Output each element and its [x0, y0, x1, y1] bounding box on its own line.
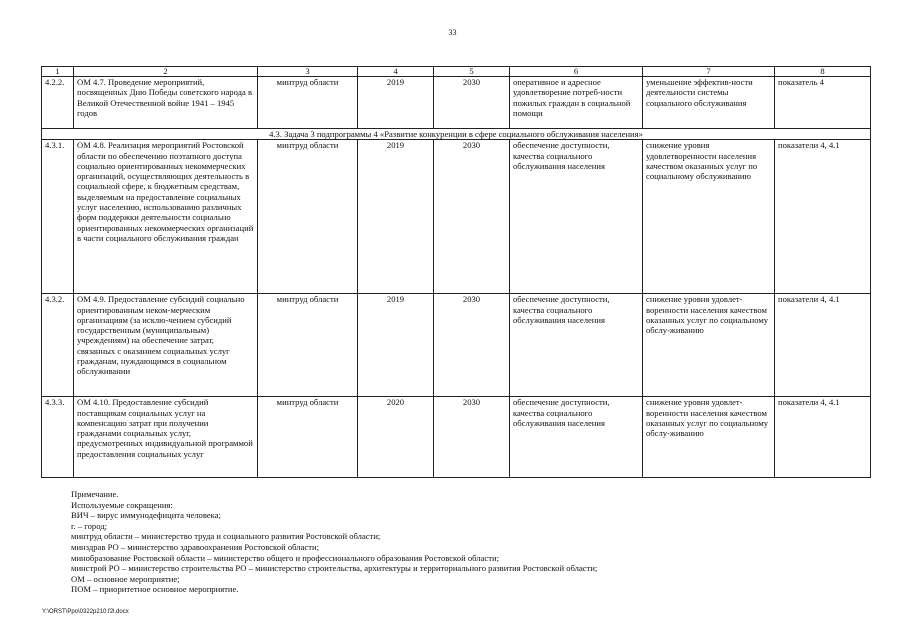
cell-result: обеспечение доступности, качества социального обслуживания населения	[510, 397, 643, 478]
header-cell: 3	[258, 67, 358, 77]
cell-indicator: показатели 4, 4.1	[775, 397, 871, 478]
cell-num: 4.3.2.	[42, 294, 74, 397]
cell-end: 2030	[434, 77, 510, 129]
note-line: Используемые сокращения:	[71, 499, 173, 510]
header-cell: 2	[74, 67, 258, 77]
header-cell: 5	[434, 67, 510, 77]
header-cell: 6	[510, 67, 643, 77]
note-line: минтруд области – министерство труда и социального развития Ростовской области;	[71, 531, 381, 542]
header-cell: 8	[775, 67, 871, 77]
cell-indicator: показатели 4, 4.1	[775, 294, 871, 397]
cell-executor: минтруд области	[258, 397, 358, 478]
cell-end: 2030	[434, 140, 510, 294]
cell-start: 2019	[358, 294, 434, 397]
cell-executor: минтруд области	[258, 140, 358, 294]
cell-start: 2019	[358, 140, 434, 294]
note-line: минздрав РО – министерство здравоохранения Ростовской области;	[71, 541, 319, 552]
header-row	[42, 67, 871, 77]
cell-consequence: снижение уровня удовлет-воренности населения качеством оказанных услуг по социальному обслу-живанию	[643, 294, 775, 397]
cell-result: обеспечение доступности, качества социального обслуживания населения	[510, 140, 643, 294]
cell-executor: минтруд области	[258, 294, 358, 397]
cell-result: оперативное и адресное удовлетворение потреб-ности пожилых граждан в социальной помощи	[510, 77, 643, 129]
note-line: ОМ – основное мероприятие;	[71, 573, 180, 584]
cell-name: ОМ 4.9. Предоставление субсидий социально ориентированным неком-мерческим организациям (за исклю-чением субсидий государственным (муниципальным) учреждениям) на обеспечение затрат, связанных с оказанием социальных услуг гражданам, нуждающимся в социальном обслуживании	[74, 294, 258, 397]
note-line: ПОМ – приоритетное основное мероприятие.	[71, 584, 239, 595]
cell-num: 4.2.2.	[42, 77, 74, 129]
note-line: Примечание.	[71, 489, 119, 499]
cell-start: 2019	[358, 77, 434, 129]
section-title: 4.3. Задача 3 подпрограммы 4 «Развитие конкуренции в сфере социального обслуживания населения»	[42, 129, 871, 140]
cell-num: 4.3.1.	[42, 140, 74, 294]
cell-end: 2030	[434, 397, 510, 478]
cell-result: обеспечение доступности, качества социального обслуживания населения	[510, 294, 643, 397]
table-row	[42, 140, 871, 294]
cell-num: 4.3.3.	[42, 397, 74, 478]
cell-end: 2030	[434, 294, 510, 397]
cell-consequence: снижение уровня удовлет-воренности населения качеством оказанных услуг по социальному обслу-живанию	[643, 397, 775, 478]
header-cell: 1	[42, 67, 74, 77]
note-line: минстрой РО – министерство строительства РО – министерство строительства, архитектуры и территориального развития Ростовской области;	[71, 563, 598, 574]
table-row	[42, 294, 871, 397]
cell-name: ОМ 4.10. Предоставление субсидий поставщикам социальных услуг на компенсацию затрат при получении гражданами социальных услуг, предусмотренных индивидуальной программой предоставления социальных услуг	[74, 397, 258, 478]
file-path-footer: Y:\ORST\Ppo\0322p210.f2l.docx	[42, 609, 129, 615]
section-row	[42, 129, 871, 140]
cell-start: 2020	[358, 397, 434, 478]
table-row	[42, 77, 871, 129]
note-line: минобразование Ростовской области – министерство общего и профессионального образования Ростовской области;	[71, 552, 499, 563]
cell-consequence: снижение уровня удовлетворенности населения качеством оказанных услуг по социальному обслуживанию	[643, 140, 775, 294]
table-row	[42, 397, 871, 478]
note-line: г. – город;	[71, 520, 108, 531]
page-number: 33	[448, 28, 457, 37]
cell-executor: минтруд области	[258, 77, 358, 129]
header-cell: 7	[643, 67, 775, 77]
cell-consequence: уменьшение эффектив-ности деятельности системы социального обслуживания	[643, 77, 775, 129]
cell-indicator: показатели 4, 4.1	[775, 140, 871, 294]
note-line: ВИЧ – вирус иммунодефицита человека;	[71, 510, 221, 521]
header-cell: 4	[358, 67, 434, 77]
cell-name: ОМ 4.7. Проведение мероприятий, посвященных Дню Победы советского народа в Великой Отечественной войне 1941 – 1945 годов	[74, 77, 258, 129]
cell-indicator: показатель 4	[775, 77, 871, 129]
cell-name: ОМ 4.8. Реализация мероприятий Ростовской области по обеспечению поэтапного доступа социально ориентированных некоммерческих организаций, осуществляющих деятельность в социальной сфере, к бюджетным средствам, выделяемым на предоставление социальных услуг населению, использованию различных форм поддержки деятельности социально ориентированных некоммерческих организаций в части социального обслуживания граждан	[74, 140, 258, 294]
notes-block	[71, 489, 871, 595]
measures-table	[41, 66, 871, 478]
